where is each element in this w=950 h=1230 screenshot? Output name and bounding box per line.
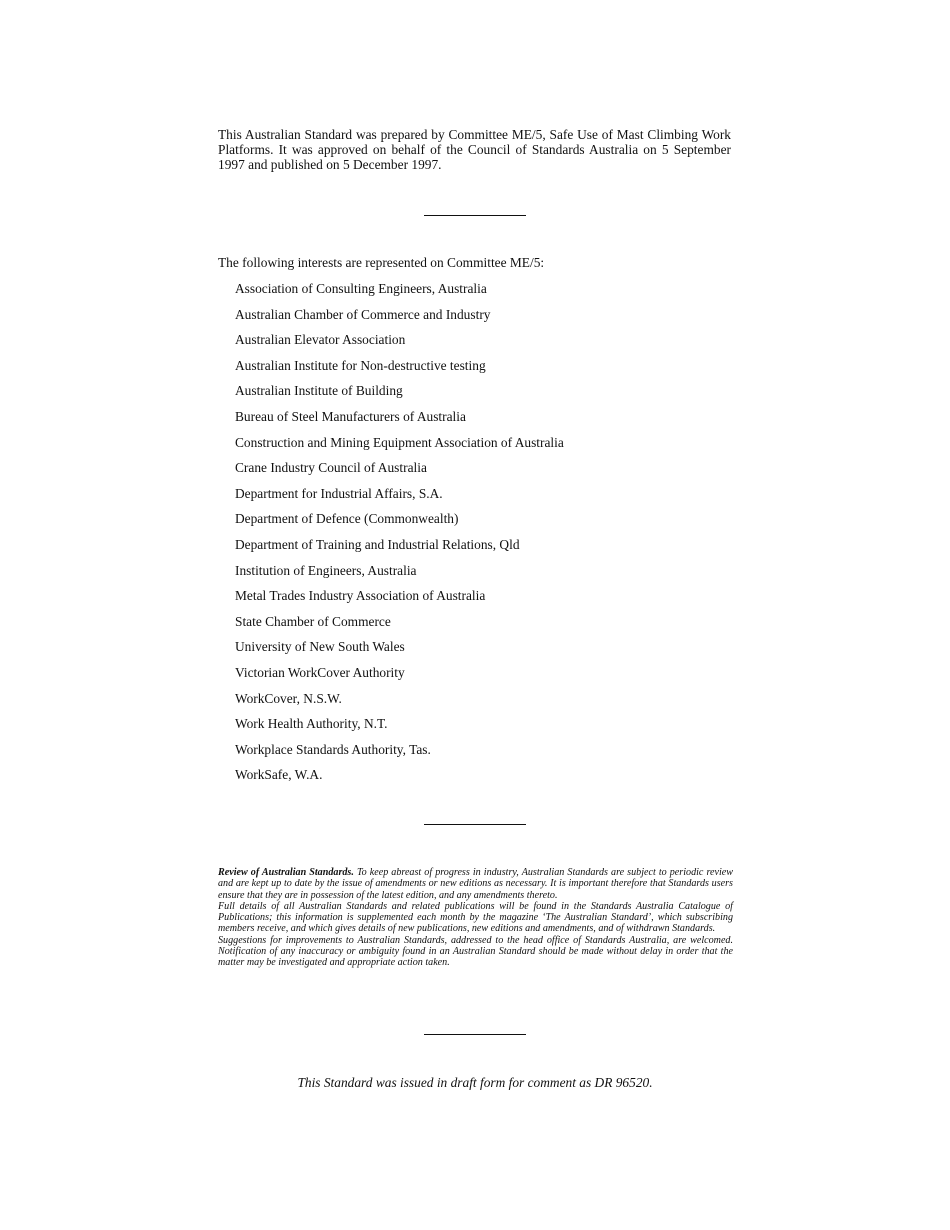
section-divider bbox=[424, 1034, 526, 1035]
list-item: Department for Industrial Affairs, S.A. bbox=[235, 485, 443, 501]
list-item: Crane Industry Council of Australia bbox=[235, 460, 427, 476]
list-item: Work Health Authority, N.T. bbox=[235, 716, 388, 732]
list-item: Workplace Standards Authority, Tas. bbox=[235, 741, 431, 757]
list-item: Australian Institute of Building bbox=[235, 383, 403, 399]
review-paragraph: Full details of all Australian Standards and related publications will be found in the Standards Australia Catalogue of Publications; this information is supplemented each month by the magazine ‘The Australian Standard’, which subscribing members receive, and which gives details of new publications, new editions and amendments, and of withdrawn Standards. bbox=[218, 900, 733, 935]
list-item: Construction and Mining Equipment Association of Australia bbox=[235, 434, 564, 450]
list-item: Metal Trades Industry Association of Australia bbox=[235, 588, 486, 604]
preparation-statement: This Australian Standard was prepared by Committee ME/5, Safe Use of Mast Climbing Work Platforms. It was approved on behalf of the Council of Standards Australia on 5 September 1997 and published on 5 December 1997. bbox=[218, 127, 731, 172]
review-notice bbox=[218, 867, 733, 969]
review-paragraph bbox=[218, 867, 733, 901]
list-item: Australian Elevator Association bbox=[235, 332, 406, 348]
review-text: To keep abreast of progress in industry, Australian Standards are subject to periodic review and are kept up to date by the issue of amendments or new editions as necessary. It is important therefore that Standards users ensure that they are in possession of the latest edition, and any amendments thereto. bbox=[218, 867, 733, 901]
list-item: Department of Training and Industrial Relations, Qld bbox=[235, 536, 520, 552]
list-item: State Chamber of Commerce bbox=[235, 613, 391, 629]
list-item: Bureau of Steel Manufacturers of Australia bbox=[235, 408, 466, 424]
list-item: Australian Institute for Non-destructive testing bbox=[235, 357, 486, 373]
section-divider bbox=[424, 824, 526, 825]
interests-heading: The following interests are represented on Committee ME/5: bbox=[218, 255, 545, 270]
list-item: WorkCover, N.S.W. bbox=[235, 690, 342, 706]
list-item: Australian Chamber of Commerce and Industry bbox=[235, 306, 491, 322]
list-item: Department of Defence (Commonwealth) bbox=[235, 511, 459, 527]
section-divider bbox=[424, 215, 526, 216]
interests-list bbox=[235, 281, 564, 793]
list-item: Association of Consulting Engineers, Australia bbox=[235, 281, 487, 296]
draft-note: This Standard was issued in draft form for comment as DR 96520. bbox=[297, 1075, 653, 1090]
review-heading: Review of Australian Standards. bbox=[218, 867, 354, 878]
review-paragraph: Suggestions for improvements to Australian Standards, addressed to the head office of Standards Australia, are welcomed. Notification of any inaccuracy or ambiguity found in an Australian Standard should be made without delay in order that the matter may be investigated and appropriate action taken. bbox=[218, 934, 733, 969]
list-item: Institution of Engineers, Australia bbox=[235, 562, 417, 578]
list-item: Victorian WorkCover Authority bbox=[235, 664, 405, 680]
list-item: WorkSafe, W.A. bbox=[235, 767, 323, 783]
list-item: University of New South Wales bbox=[235, 639, 405, 655]
